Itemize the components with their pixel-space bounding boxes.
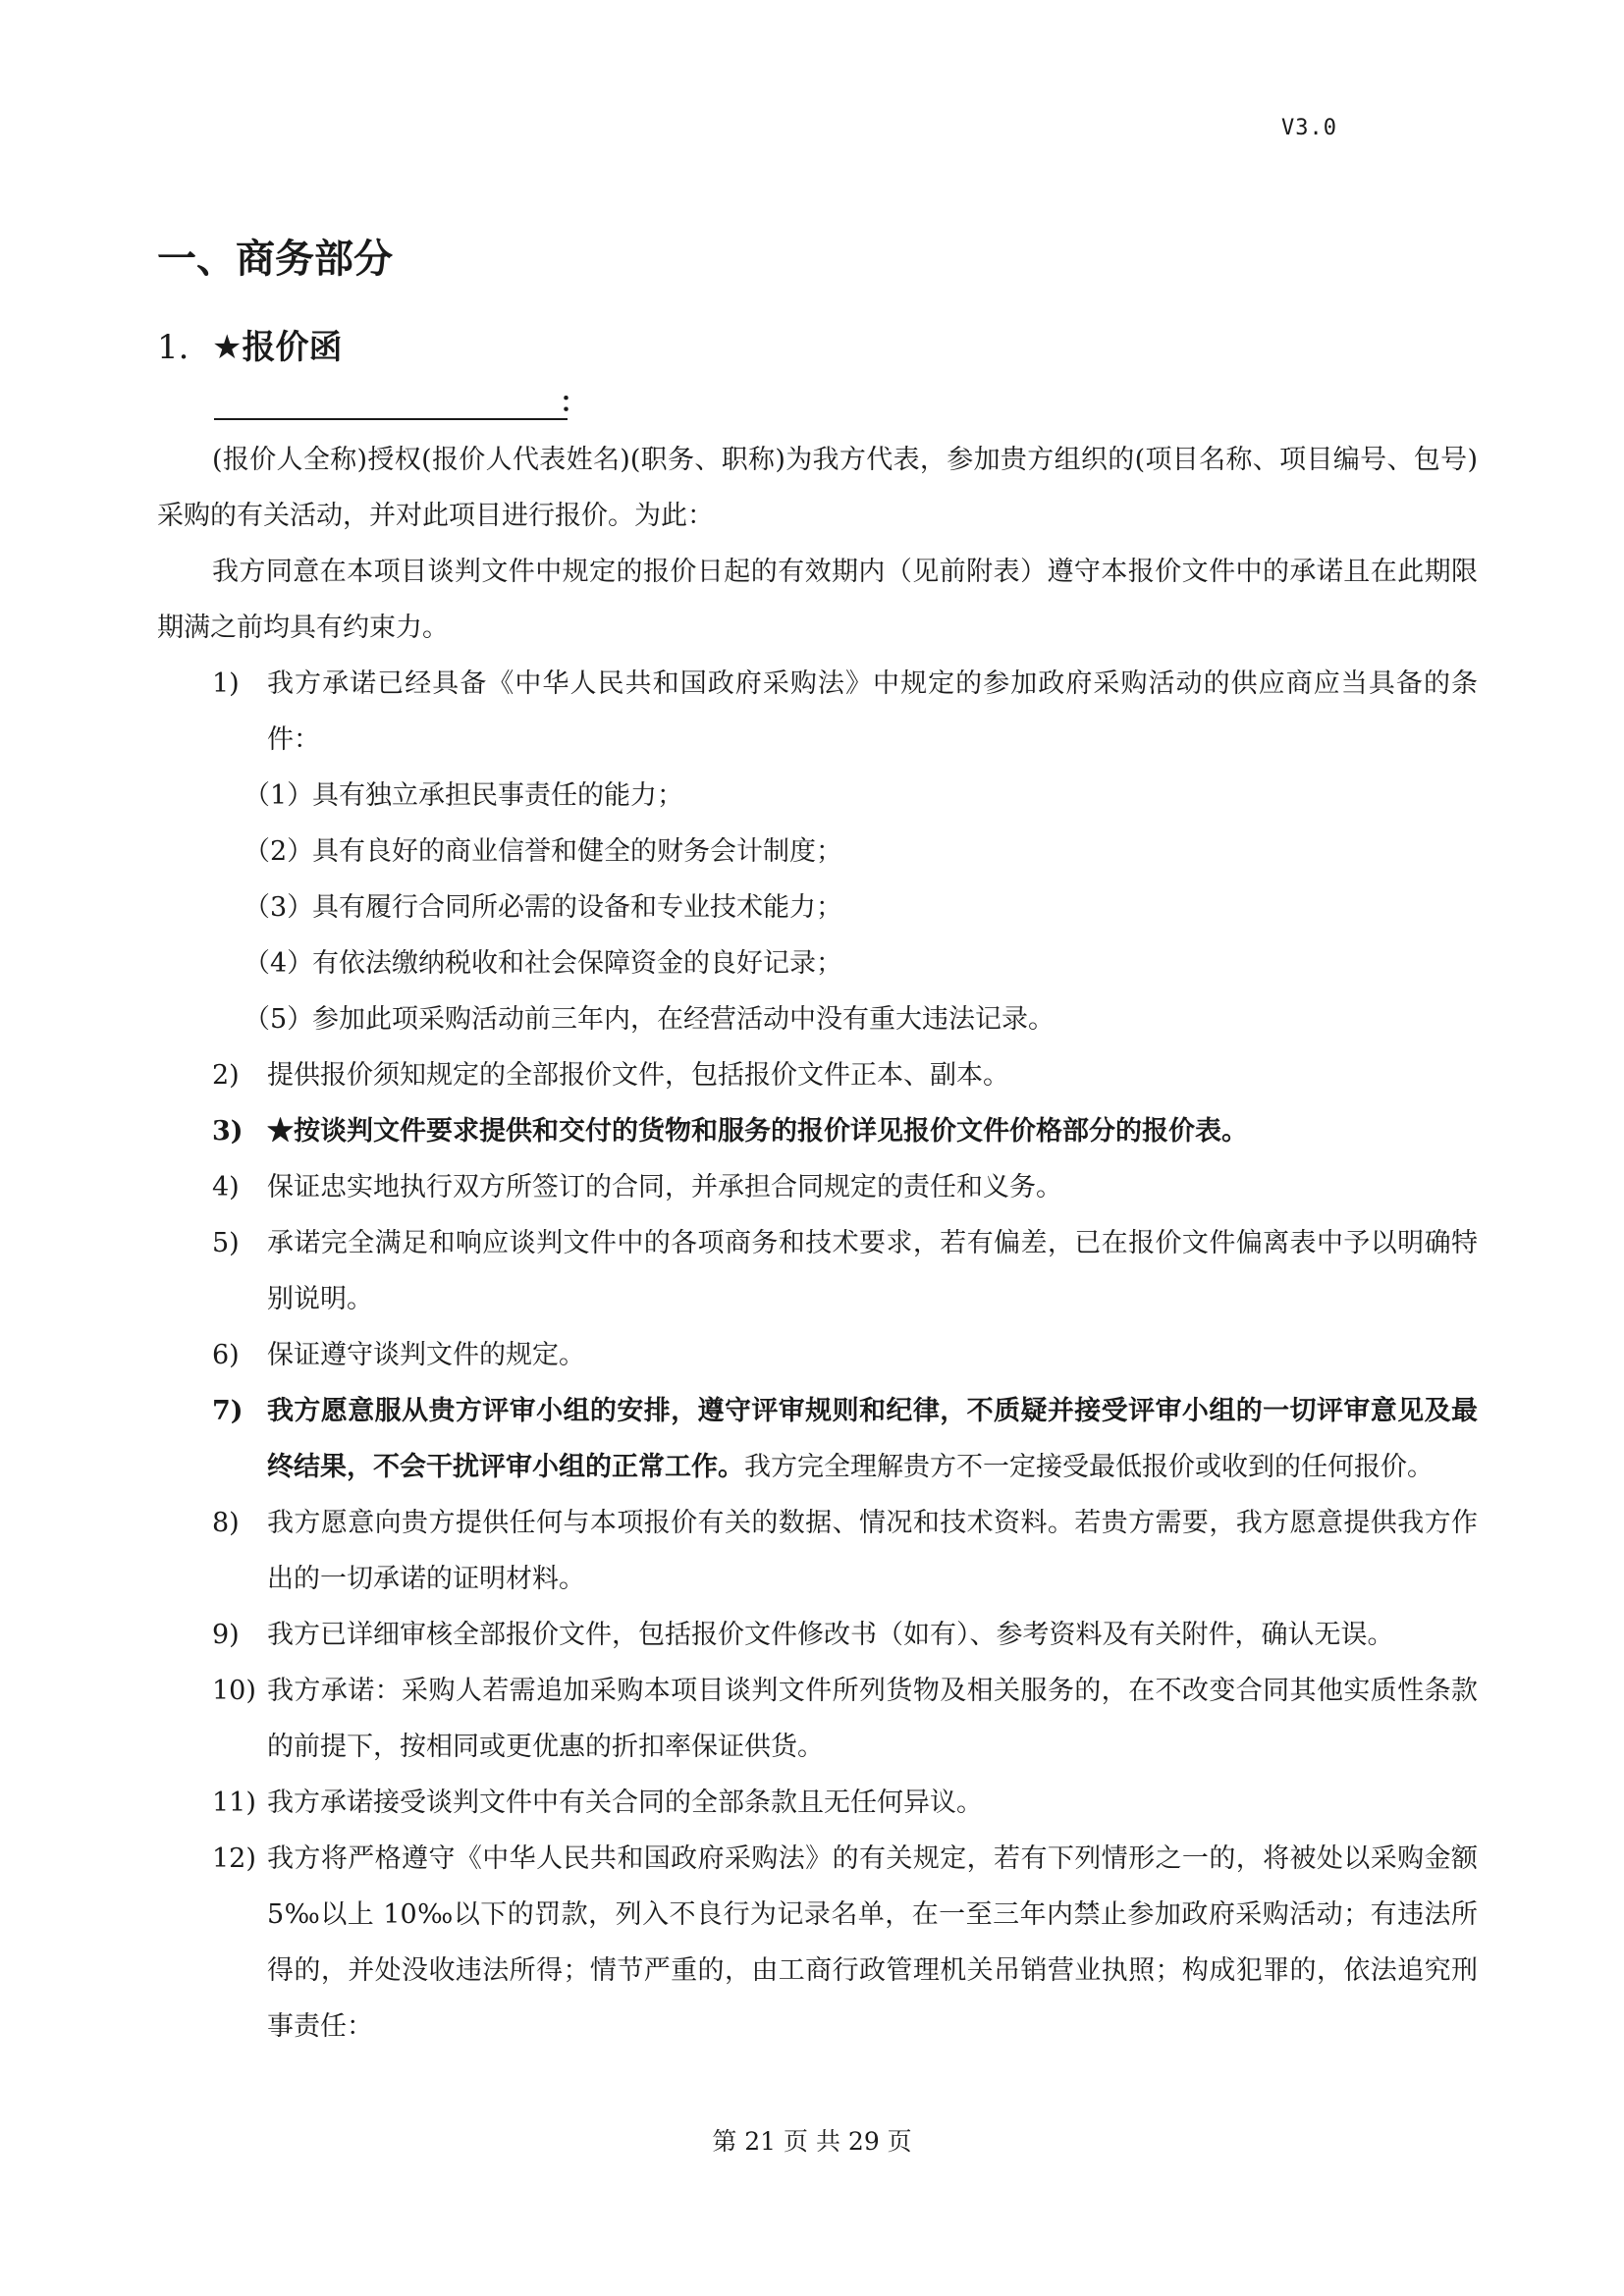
item-text: 我方承诺已经具备《中华人民共和国政府采购法》中规定的参加政府采购活动的供应商应当具备的条件： <box>267 668 1478 755</box>
condition-item <box>157 880 1478 935</box>
item-text: 提供报价须知规定的全部报价文件，包括报价文件正本、副本。 <box>267 1060 1009 1091</box>
item-text: 承诺完全满足和响应谈判文件中的各项商务和技术要求，若有偏差，已在报价文件偏离表中予以明确特别说明。 <box>267 1228 1478 1314</box>
condition-text: 参加此项采购活动前三年内，在经营活动中没有重大违法记录。 <box>312 1004 1055 1035</box>
condition-item <box>157 768 1478 824</box>
list-item <box>157 1327 1478 1383</box>
list-item <box>157 1159 1478 1215</box>
list-item <box>157 656 1478 768</box>
list-item <box>157 1775 1478 1831</box>
item-number: 5) <box>212 1228 240 1258</box>
list-item <box>157 1215 1478 1327</box>
item-text: 我方将严格遵守《中华人民共和国政府采购法》的有关规定，若有下列情形之一的，将被处以采购金额 5‰以上 10‰以下的罚款，列入不良行为记录名单，在一至三年内禁止参加政府采购活动；有违法所得的，并处没收违法所得；情节严重的，由工商行政管理机关吊销营业执照；构成犯罪的，依法追究刑事责任： <box>267 1843 1478 2042</box>
condition-item <box>157 991 1478 1047</box>
condition-text: 具有履行合同所必需的设备和专业技术能力； <box>312 892 842 923</box>
page-footer: 第 21 页 共 29 页 <box>712 2127 912 2156</box>
condition-text: 具有独立承担民事责任的能力； <box>312 780 683 811</box>
item-text <box>267 1383 1478 1495</box>
item-number: 2) <box>212 1060 240 1091</box>
version-label: V3.0 <box>1281 116 1337 140</box>
subsection-title: ★报价函 <box>212 328 343 367</box>
item-number: 3) <box>212 1116 244 1147</box>
condition-number: （2） <box>244 836 314 867</box>
condition-item <box>157 824 1478 880</box>
item-number: 8) <box>212 1508 240 1538</box>
item-number: 10) <box>212 1676 256 1706</box>
section-title: 一、商务部分 <box>157 237 393 282</box>
condition-text: 有依法缴纳税收和社会保障资金的良好记录； <box>312 948 842 979</box>
paragraph-authorization: (报价人全称)授权(报价人代表姓名)(职务、职称)为我方代表，参加贵方组织的(项目名称、项目编号、包号)采购的有关活动，并对此项目进行报价。为此： <box>157 445 1478 531</box>
condition-number: （3） <box>244 892 314 923</box>
item-number: 4) <box>212 1172 240 1202</box>
addressee-blank-line <box>214 385 568 420</box>
item-text: 我方已详细审核全部报价文件，包括报价文件修改书（如有）、参考资料及有关附件，确认无误。 <box>267 1620 1394 1650</box>
subsection-heading <box>157 320 342 368</box>
list-item <box>157 1495 1478 1607</box>
condition-item <box>157 935 1478 991</box>
list-item-starred <box>157 1103 1478 1159</box>
item-number: 6) <box>212 1340 240 1370</box>
item-number: 12) <box>212 1843 256 1874</box>
list-item <box>157 1047 1478 1103</box>
item-number: 7) <box>212 1396 244 1426</box>
item-text: 我方愿意向贵方提供任何与本项报价有关的数据、情况和技术资料。若贵方需要，我方愿意提供我方作出的一切承诺的证明材料。 <box>267 1508 1478 1594</box>
list-item <box>157 1607 1478 1663</box>
item-bold-text: 我方愿意服从贵方评审小组的安排，遵守评审规则和纪律，不质疑并接受评审小组的一切评审意见及最终结果，不会干扰评审小组的正常工作。 <box>267 1396 1478 1482</box>
condition-text: 具有良好的商业信誉和健全的财务会计制度； <box>312 836 842 867</box>
paragraph-validity: 我方同意在本项目谈判文件中规定的报价日起的有效期内（见前附表）遵守本报价文件中的承诺且在此期限期满之前均具有约束力。 <box>157 557 1478 643</box>
item-text: 保证遵守谈判文件的规定。 <box>267 1340 585 1370</box>
condition-number: （5） <box>244 1004 314 1035</box>
item-text: 我方承诺接受谈判文件中有关合同的全部条款且无任何异议。 <box>267 1788 983 1818</box>
item-text: ★按谈判文件要求提供和交付的货物和服务的报价详见报价文件价格部分的报价表。 <box>267 1116 1248 1147</box>
item-text: 我方承诺：采购人若需追加采购本项目谈判文件所列货物及相关服务的，在不改变合同其他实质性条款的前提下，按相同或更优惠的折扣率保证供货。 <box>267 1676 1478 1762</box>
item-number: 9) <box>212 1620 240 1650</box>
item-plain-text: 我方完全理解贵方不一定接受最低报价或收到的任何报价。 <box>744 1452 1434 1482</box>
subsection-number: 1. <box>157 328 189 367</box>
list-item <box>157 1831 1478 2055</box>
addressee-colon: ： <box>560 386 588 418</box>
condition-number: （4） <box>244 948 314 979</box>
item-text: 保证忠实地执行双方所签订的合同，并承担合同规定的责任和义务。 <box>267 1172 1062 1202</box>
item-number: 11) <box>212 1788 256 1818</box>
list-item <box>157 1383 1478 1495</box>
letter-body <box>157 432 1478 2055</box>
list-item <box>157 1663 1478 1775</box>
condition-number: （1） <box>244 780 314 811</box>
item-number: 1) <box>212 668 240 699</box>
